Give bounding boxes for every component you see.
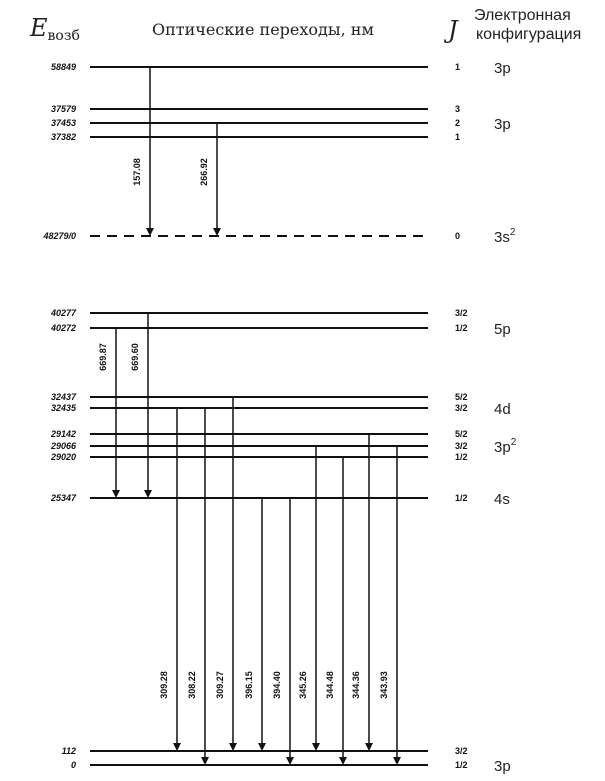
config-text: 3p bbox=[494, 116, 511, 133]
energy-value-label: 0 bbox=[70, 760, 76, 770]
j-value-label: 3/2 bbox=[455, 441, 468, 451]
j-value-label: 1/2 bbox=[455, 452, 468, 462]
energy-value-label: 58849 bbox=[50, 62, 76, 72]
config-label bbox=[494, 491, 510, 508]
j-column-title: J bbox=[448, 16, 458, 44]
config-text: 3p bbox=[494, 60, 511, 77]
config-label bbox=[494, 321, 511, 338]
j-value-label: 3/2 bbox=[455, 403, 468, 413]
arrow-head bbox=[173, 743, 181, 751]
j-value-label: 2 bbox=[455, 118, 461, 128]
j-value-label: 3 bbox=[455, 104, 461, 114]
j-value-label: 1/2 bbox=[455, 760, 468, 770]
config-superscript: 2 bbox=[509, 227, 516, 238]
config-title-line2: конфигурация bbox=[476, 26, 582, 43]
config-text: 5p bbox=[494, 321, 511, 338]
energy-value-label: 37579 bbox=[50, 104, 76, 114]
energy-value-label: 40272 bbox=[50, 323, 76, 333]
wavelength-label: 309.27 bbox=[215, 671, 225, 699]
j-value-label: 3/2 bbox=[455, 746, 468, 756]
energy-value-label: 32435 bbox=[50, 403, 76, 413]
wavelength-label: 345.26 bbox=[298, 671, 308, 699]
config-superscript: 2 bbox=[510, 437, 517, 448]
energy-symbol: E bbox=[30, 14, 48, 42]
j-value-label: 0 bbox=[455, 231, 461, 241]
j-value-label: 3/2 bbox=[455, 308, 468, 318]
arrow-head bbox=[201, 757, 209, 765]
config-label bbox=[494, 116, 511, 133]
energy-value-label: 29066 bbox=[50, 441, 76, 451]
wavelength-label: 309.28 bbox=[159, 671, 169, 699]
wavelength-label: 157.08 bbox=[132, 158, 142, 186]
arrow-head bbox=[229, 743, 237, 751]
arrow-head bbox=[146, 228, 154, 236]
j-value-label: 5/2 bbox=[455, 429, 468, 439]
arrow-head bbox=[144, 490, 152, 498]
wavelength-label: 266.92 bbox=[199, 158, 209, 186]
energy-value-label: 112 bbox=[61, 746, 76, 756]
j-value-label: 1/2 bbox=[455, 493, 468, 503]
energy-value-label: 29020 bbox=[50, 452, 76, 462]
energy-subscript: возб bbox=[47, 28, 80, 44]
arrow-head bbox=[286, 757, 294, 765]
wavelength-label: 344.48 bbox=[325, 671, 335, 699]
config-label bbox=[494, 60, 511, 77]
config-title-line1: Электронная bbox=[474, 7, 571, 24]
config-text: 3p bbox=[494, 439, 511, 456]
config-text: 3p bbox=[494, 758, 511, 775]
config-text: 4s bbox=[494, 491, 510, 508]
energy-value-label: 40277 bbox=[50, 308, 76, 318]
wavelength-label: 669.87 bbox=[98, 343, 108, 371]
config-label bbox=[494, 227, 516, 246]
wavelength-label: 394.40 bbox=[272, 671, 282, 699]
wavelength-label: 396.15 bbox=[244, 671, 254, 699]
levels-layer bbox=[42, 60, 516, 775]
arrow-head bbox=[339, 757, 347, 765]
config-text: 4d bbox=[494, 401, 511, 418]
j-value-label: 1 bbox=[455, 62, 461, 72]
arrow-head bbox=[258, 743, 266, 751]
wavelength-label: 344.36 bbox=[351, 671, 361, 699]
wavelength-label: 308.22 bbox=[187, 671, 197, 699]
energy-value-label: 48279/0 bbox=[43, 231, 76, 241]
arrow-head bbox=[213, 228, 221, 236]
energy-value-label: 29142 bbox=[50, 429, 76, 439]
config-label bbox=[494, 758, 511, 775]
j-value-label: 1/2 bbox=[455, 323, 468, 333]
energy-value-label: 32437 bbox=[50, 392, 76, 402]
j-value-label: 1 bbox=[455, 132, 461, 142]
wavelength-label: 669.60 bbox=[130, 343, 140, 371]
config-text: 3s bbox=[494, 229, 510, 246]
energy-value-label: 37382 bbox=[50, 132, 76, 142]
transitions-layer bbox=[98, 67, 401, 765]
wavelength-label: 343.93 bbox=[379, 671, 389, 699]
arrow-head bbox=[365, 743, 373, 751]
transitions-title: Оптические переходы, нм bbox=[152, 20, 374, 39]
energy-value-label: 25347 bbox=[50, 493, 76, 503]
config-label bbox=[494, 437, 517, 456]
j-value-label: 5/2 bbox=[455, 392, 468, 402]
energy-value-label: 37453 bbox=[50, 118, 76, 128]
config-label bbox=[494, 401, 511, 418]
arrow-head bbox=[112, 490, 120, 498]
arrow-head bbox=[312, 743, 320, 751]
arrow-head bbox=[393, 757, 401, 765]
